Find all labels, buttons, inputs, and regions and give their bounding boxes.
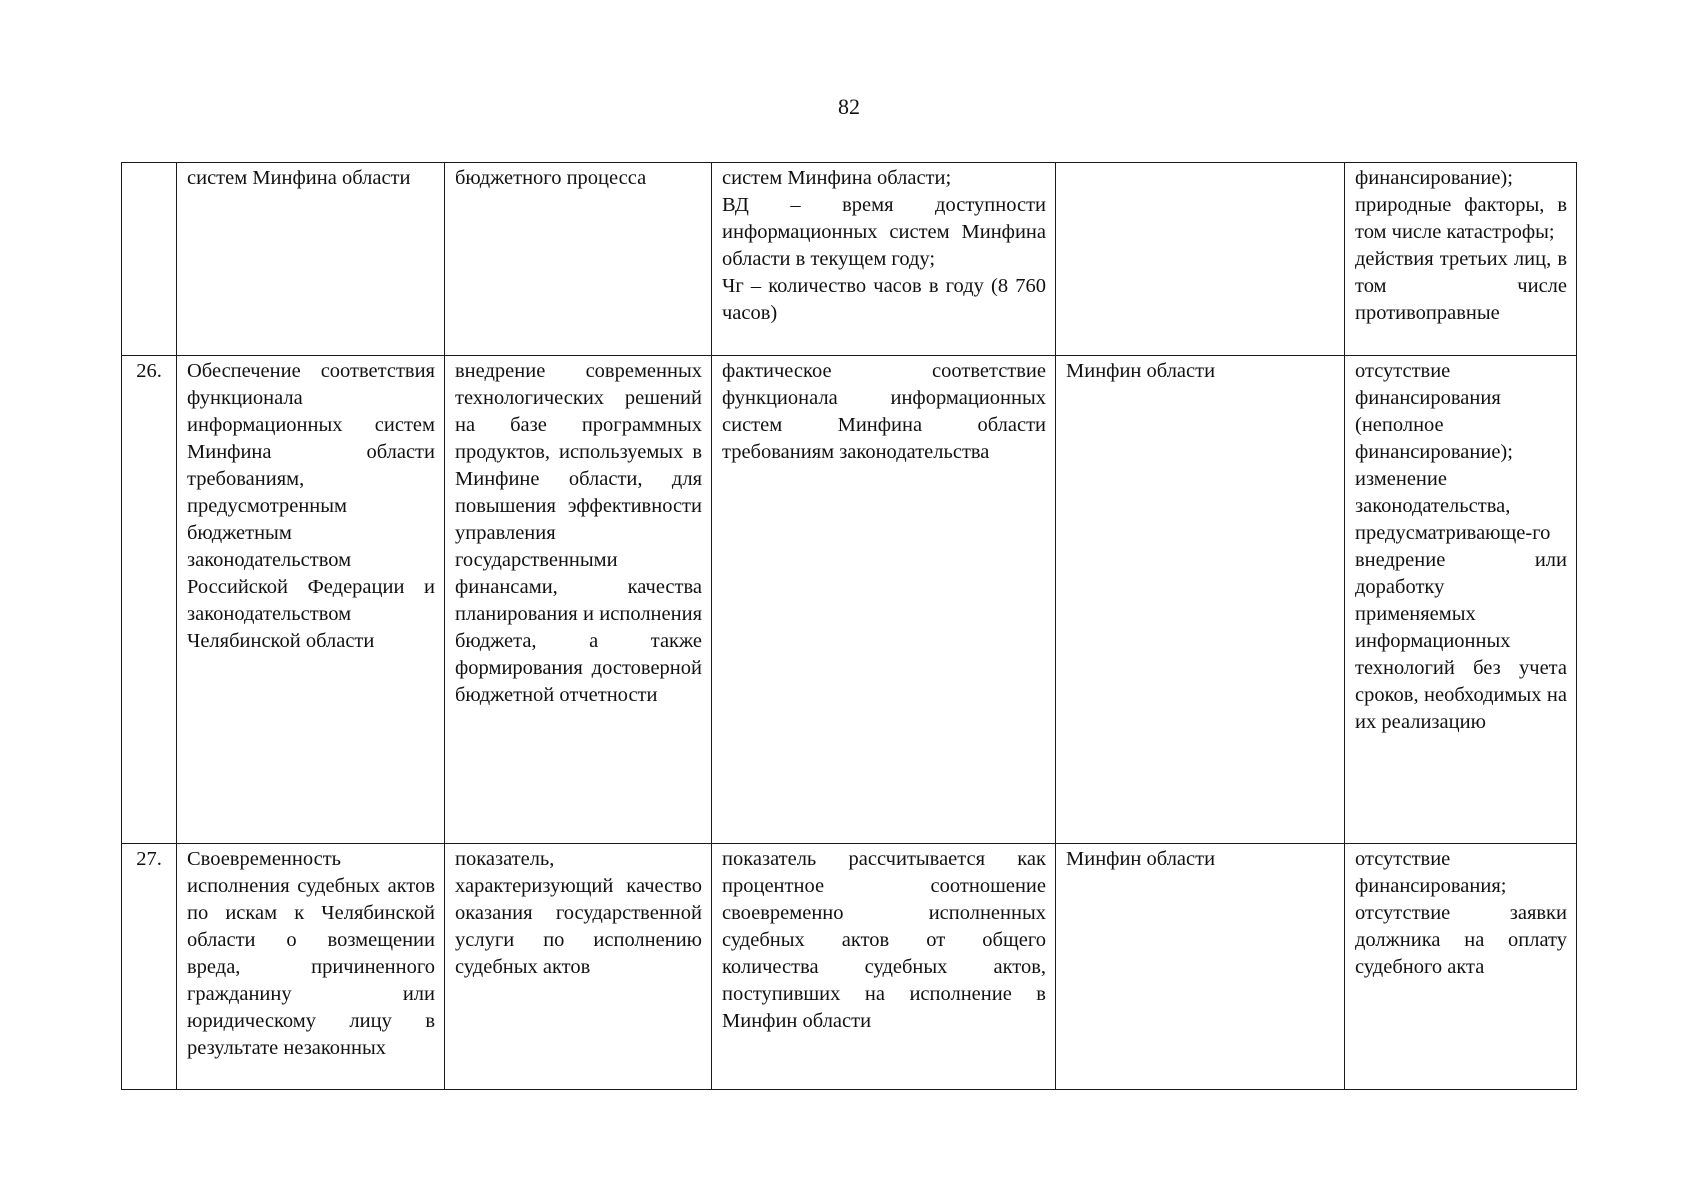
indicator-cell [712,844,1056,1090]
responsible-cell: Минфин области [1056,844,1345,1090]
risk-cell [1345,163,1577,356]
measure-name-cell: Обеспечение соответствия функционала информационных систем Минфина области требованиям, предусмотренным бюджетным законодательством Российской Федерации и законодательством Челябинской области [177,356,445,844]
page-number: 82 [838,94,860,119]
indicator-line: Чг – количество часов в году (8 760 часов) [722,275,1046,324]
responsible-cell: Минфин области [1056,356,1345,844]
responsible-cell [1056,163,1345,356]
row-number: 26. [122,356,177,844]
indicator-line: систем Минфина области; [722,167,952,189]
measure-name-cell: систем Минфина области [177,163,445,356]
table-row [122,163,1577,356]
table-row [122,356,1577,844]
risk-line: финансирование); [1355,167,1513,189]
indicator-cell [712,163,1056,356]
activity-cell: показатель, характеризующий качество оказания государственной услуги по исполнению судебных актов [445,844,712,1090]
risk-line: отсутствие финансирования (неполное финансирование); [1355,360,1513,463]
activity-cell: бюджетного процесса [445,163,712,356]
risk-line: природные факторы, в том числе катастрофы; [1355,194,1567,243]
risk-line: отсутствие финансирования; [1355,848,1507,897]
risk-cell [1345,356,1577,844]
indicator-cell [712,356,1056,844]
indicator-line: ВД – время доступности информационных систем Минфина области в текущем году; [722,194,1046,270]
risk-line: отсутствие заявки должника на оплату судебного акта [1355,902,1567,978]
measure-name-cell: Своевременность исполнения судебных актов по искам к Челябинской области о возмещении вреда, причиненного гражданину или юридическому лицу в результате незаконных [177,844,445,1090]
activity-cell: внедрение современных технологических решений на базе программных продуктов, используемых в Минфине области, для повышения эффективности управления государственными финансами, качества планирования и исполнения бюджета, а также формирования достоверной бюджетной отчетности [445,356,712,844]
indicator-line: показатель рассчитывается как процентное соотношение своевременно исполненных судебных актов от общего количества судебных актов, поступивших на исполнение в Минфин области [722,848,1046,1032]
indicator-line: фактическое соответствие функционала информационных систем Минфина области требованиям законодательства [722,360,1046,463]
row-number [122,163,177,356]
measures-table [121,162,1577,1090]
risk-cell [1345,844,1577,1090]
row-number: 27. [122,844,177,1090]
risk-line: действия третьих лиц, в том числе противоправные [1355,248,1567,324]
table-row [122,844,1577,1090]
risk-line: изменение законодательства, предусматривающе-го внедрение или доработку применяемых информационных технологий без учета сроков, необходимых на их реализацию [1355,468,1567,733]
